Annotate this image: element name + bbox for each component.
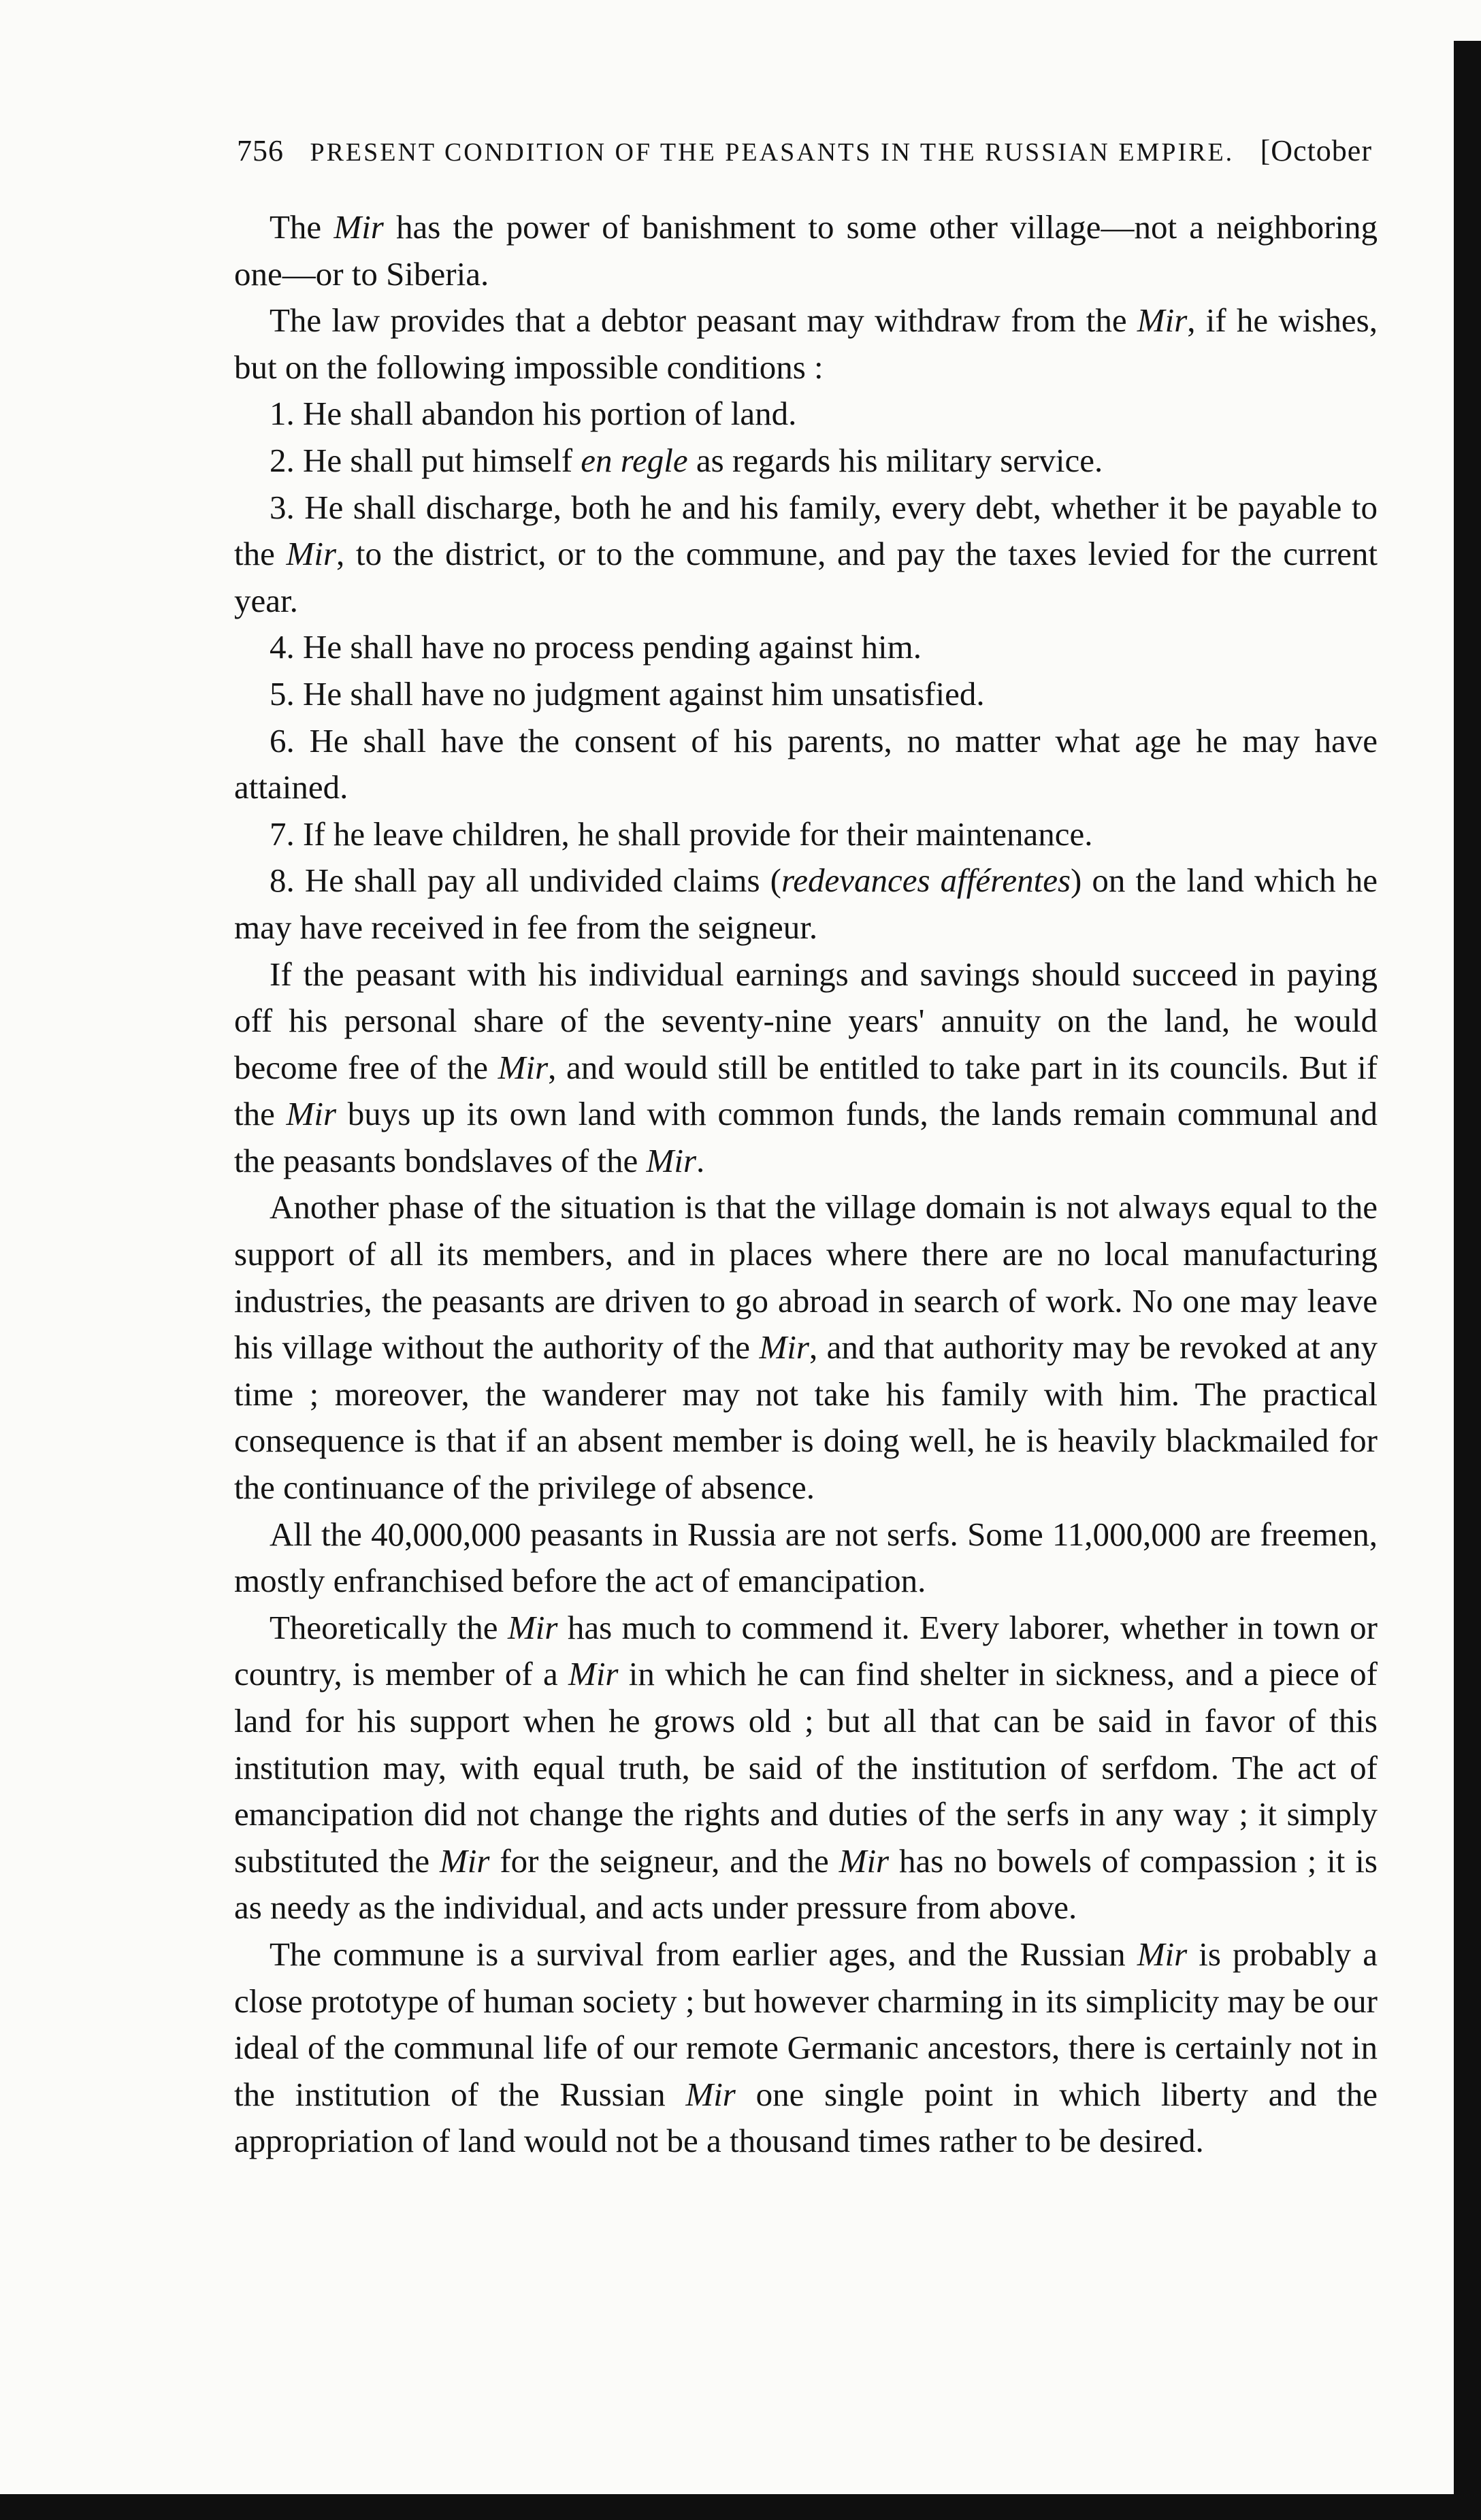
italic-term: Mir [568,1655,619,1693]
italic-term: Mir [1137,301,1188,340]
italic-term: Mir [1137,1935,1188,1973]
list-item: 5. He shall have no judgment against him unsatisfied. [270,674,985,713]
list-item: 4. He shall have no process pending against him. [270,628,922,666]
italic-term: Mir [286,1095,337,1133]
italic-term: Mir [646,1141,697,1179]
paragraph: The commune is a survival from earlier ages, and the Russian Mir is probably a close prototype of human society ; but however charming in its simplicity may be our ideal of the communal life of our remote Germanic ancestors, there is certainly not in the institution of the Russian Mir one single point in which liberty and the appropriation of land would not be a thousand times rather to be desired. [234,1935,1378,2160]
italic-term: en regle [581,441,688,479]
italic-term: Mir [507,1608,558,1646]
paragraph: All the 40,000,000 peasants in Russia are not serfs. Some 11,000,000 are freemen, mostly enfranchised before the act of emancipation. [234,1515,1378,1600]
list-item: 3. He shall discharge, both he and his family, every debt, whether it be payable to the Mir, to the district, or to the commune, and pay the taxes levied for the current year. [234,488,1378,619]
scan-edge-bottom [0,2494,1481,2520]
paragraph: The Mir has the power of banishment to some other village—not a neighboring one—or to Siberia. [234,208,1378,293]
list-item: 8. He shall pay all undivided claims (redevances afférentes) on the land which he may have received in fee from the seigneur. [234,862,1378,946]
italic-term: Mir [439,1842,490,1880]
running-header [237,133,1372,168]
list-item: 2. He shall put himself en regle as regards his military service. [270,441,1103,479]
paragraph: The law provides that a debtor peasant may withdraw from the Mir, if he wishes, but on the following impossible conditions : [234,301,1378,386]
scan-edge-right [1454,41,1481,2520]
italic-term: Mir [498,1048,549,1086]
page-number: 756 [237,134,284,167]
paragraph: Theoretically the Mir has much to commend it. Every laborer, whether in town or country, is member of a Mir in which he can find shelter in sickness, and a piece of land for his support when he grows old ; but all that can be said in favor of this institution may, with equal truth, be said of the institution of serfdom. The act of emancipation did not change the rights and duties of the serfs in any way ; it simply substituted the Mir for the seigneur, and the Mir has no bowels of compassion ; it is as needy as the individual, and acts under pressure from above. [234,1608,1378,1927]
italic-term: redevances afférentes [781,862,1071,900]
italic-term: Mir [333,208,384,246]
italic-term: Mir [839,1842,890,1880]
list-item: 6. He shall have the consent of his parents, no matter what age he may have attained. [234,721,1378,806]
running-title: PRESENT CONDITION OF THE PEASANTS IN THE RUSSIAN EMPIRE. [310,138,1235,167]
italic-term: Mir [685,2075,736,2113]
article-body [234,204,1378,2165]
paragraph: Another phase of the situation is that the village domain is not always equal to the support of all its members, and in places where there are no local manufacturing industries, the peasants are driven to go abroad in search of work. No one may leave his village without the authority of the Mir, and that authority may be revoked at any time ; moreover, the wanderer may not take his family with him. The practical consequence is that if an absent member is doing well, he is heavily blackmailed for the continuance of the privilege of absence. [234,1188,1378,1507]
list-item: 7. If he leave children, he shall provide for their maintenance. [270,815,1093,853]
italic-term: Mir [286,535,337,573]
italic-term: Mir [759,1328,809,1367]
running-date: [October [1260,134,1372,167]
list-item: 1. He shall abandon his portion of land. [270,395,797,433]
paragraph: If the peasant with his individual earnings and savings should succeed in paying off his personal share of the seventy-nine years' annuity on the land, he would become free of the Mir, and would still be entitled to take part in its councils. But if the Mir buys up its own land with common funds, the lands remain communal and the peasants bondslaves of the Mir. [234,955,1378,1179]
